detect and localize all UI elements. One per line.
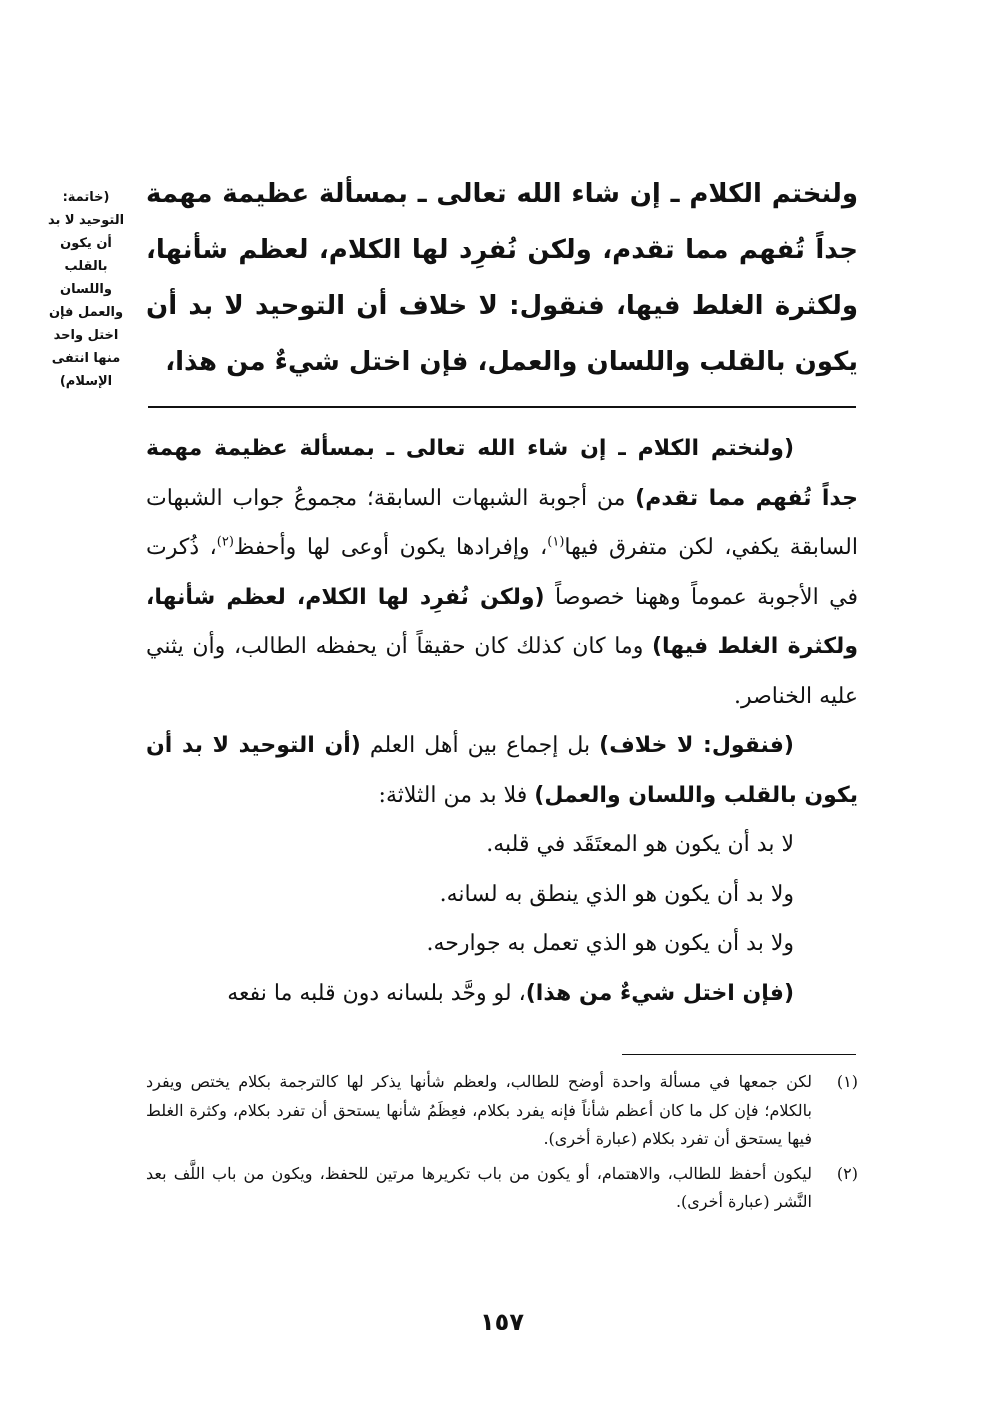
quoted-text: (أن التوحيد لا بد أن يكون بالقلب واللسان والعمل) [146, 733, 858, 808]
page-number: ١٥٧ [480, 1308, 524, 1336]
footnote-ref[interactable]: (١) [547, 534, 565, 550]
commentary-text: بل إجماع بين أهل العلم [360, 733, 600, 758]
footnote-number: (١) [836, 1072, 858, 1091]
footnote-text: ليكون أحفظ للطالب، والاهتمام، أو يكون من باب تكريرها مرتين للحفظ، ويكون من باب اللَّف بعد النَّشر (عبارة أخرى). [146, 1163, 812, 1211]
text-divider [148, 406, 856, 408]
commentary-text: ، ذُكرت في الأجوبة عموماً وههنا خصوصاً [146, 535, 858, 610]
commentary-paragraph-3 [146, 969, 858, 1019]
footnote-divider [622, 1054, 856, 1055]
quoted-text: (ولنختم الكلام ـ إن شاء الله تعالى ـ بمسألة عظيمة مهمة جداً تُفهم مما تقدم) [146, 436, 858, 511]
quoted-text: (فإن اختل شيءٌ من هذا) [525, 980, 794, 1006]
commentary-text: ، لو وحَّد بلسانه دون قلبه ما نفعه [227, 980, 526, 1006]
quoted-text: (فنقول: لا خلاف) [599, 733, 794, 758]
footnote-text: لكن جمعها في مسألة واحدة أوضح للطالب، ولعظم شأنها يذكر لها كالترجمة بكلام يختص ويفرد بالكلام؛ فإن كل ما كان أعظم شأناً فإنه يفرد بكلام، فعِظَمُ شأنها يستحق أن تفرد بكلام، وكثرة الغلط فيها يستحق أن تفرد بكلام (عبارة أخرى). [146, 1072, 812, 1148]
margin-note: (خاتمة: التوحيد لا بد أن يكون بالقلب واللسان والعمل فإن اختل واحد منها انتفى الإسلام) [47, 190, 125, 389]
list-line-1: لا بد أن يكون هو المعتَقَد في قلبه. [486, 832, 794, 857]
commentary-text: فلا بد من الثلاثة: [378, 782, 535, 808]
commentary-text: من أجوبة الشبهات السابقة؛ مجموعُ جواب الشبهات السابقة يكفي، لكن متفرق فيها [146, 485, 858, 560]
footnote-ref[interactable]: (٢) [216, 534, 234, 550]
list-line-3: ولا بد أن يكون هو الذي تعمل به جوارحه. [426, 931, 794, 956]
commentary-text: وما كان كذلك كان حقيقاً أن يحفظه الطالب، وأن يثني عليه الخناصر. [146, 634, 858, 709]
footnote-number: (٢) [836, 1163, 858, 1183]
commentary-paragraph-1 [146, 424, 858, 721]
footnotes [146, 1068, 858, 1223]
commentary-paragraph-2 [146, 721, 858, 820]
list-line-2: ولا بد أن يكون هو الذي ينطق به لسانه. [439, 881, 794, 907]
main-text: ولنختم الكلام ـ إن شاء الله تعالى ـ بمسألة عظيمة مهمة جداً تُفهم مما تقدم، ولكن نُفرِد لها الكلام، لعظم شأنها، ولكثرة الغلط فيها، فنقول: لا خلاف أن التوحيد لا بد أن يكون بالقلب واللسان والعمل، فإن اختل شيءٌ من هذا، [146, 179, 858, 377]
footnote-1 [146, 1068, 858, 1154]
footnote-2 [146, 1160, 858, 1217]
quoted-text: (ولكن نُفرِد لها الكلام، لعظم شأنها، ولكثرة الغلط فيها) [146, 584, 858, 659]
commentary-text: ، وإفرادها يكون أوعى لها وأحفظ [233, 535, 548, 560]
commentary [146, 424, 858, 1018]
